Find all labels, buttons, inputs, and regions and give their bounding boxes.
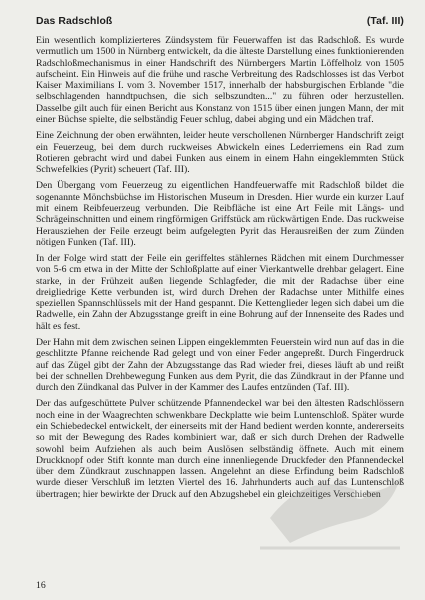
paragraph: Den Übergang vom Feuerzeug zu eigentlichen Handfeuerwaffe mit Radschloß bildet die sogenannte Mönchsbüchse im Historischen Museum in Dresden. Hier wurde ein kurzer Lauf mit einem Reibfeuerzeug verbunden. Die Reibfläche ist eine Art Feile mit Längs- und Schrägeinschnitten und einem ringförmigen Griffstück am rückwärtigen Ende. Das ruckweise Herausziehen der Feile erzeugt beim aufgelegten Pyrit das Herausreißen der zum Zünden nötigen Funken (Taf. III). bbox=[36, 180, 404, 248]
section-header bbox=[36, 16, 404, 27]
page-number: 16 bbox=[36, 580, 46, 591]
paragraph: Der das aufgeschüttete Pulver schützende Pfannendeckel war bei den ältesten Radschlössern noch eine in der Waagrechten schwenkbare Deckplatte wie beim Luntenschloß. Später wurde ein Schiebedeckel entwickelt, der einerseits mit der Hand bedient werden konnte, andererseits so mit der Bewegung des Rades kombiniert war, daß er sich durch Drehen der Radwelle sowohl beim Aufziehen als auch beim Auslösen selbständig öffnete. Auch mit einem Druckknopf oder Stift konnte man durch eine innenliegende Druckfeder den Pfannendeckel über dem Zündkraut zuschnappen lassen. Angelehnt an diese Erfindung beim Radschloß wurde dieser Verschluß im letzten Viertel des 16. Jahrhunderts auch auf das Luntenschloß übertragen; hier bewirkte der Druck auf den Abzugshebel ein gleichzeitiges Verschieben bbox=[36, 398, 404, 500]
paragraph: Ein wesentlich komplizierteres Zündsystem für Feuerwaffen ist das Radschloß. Es wurde vermutlich um 1500 in Nürnberg entwickelt, da die älteste Darstellung eines funktionierenden Radschloßmechanismus in einer Handschrift des Nürnbergers Martin Löffelholz von 1505 aufscheint. Ein Hinweis auf die frühe und rasche Verbreitung des Radschlosses ist das Verbot Kaiser Maximilians I. vom 3. November 1517, innerhalb der habsburgischen Erblande "die selbschlagenden hanndtpuchsen, die sich selbszundten..." zu führen oder herzustellen. Dasselbe gilt auch für einen Bericht aus Konstanz von 1515 über einen jungen Mann, der mit einer Büchse spielte, die selbständig Feuer schlug, dabei abging und ein Mädchen traf. bbox=[36, 35, 404, 125]
body-text bbox=[36, 35, 404, 500]
plate-reference: (Taf. III) bbox=[366, 16, 404, 27]
paragraph: Der Hahn mit dem zwischen seinen Lippen eingeklemmten Feuerstein wird nun auf das in die geschlitzte Pfanne reichende Rad gelegt und von einer Feder angepreßt. Durch Fingerdruck auf das Zügel gibt der Zahn der Abzugsstange das Rad wieder frei, dieses läuft ab und reißt bei der schnellen Drehbewegung Funken aus dem Pyrit, die das Zündkraut in der Pfanne und durch den Zündkanal das Pulver in der Kammer des Laufes entzünden (Taf. III). bbox=[36, 337, 404, 394]
paragraph: In der Folge wird statt der Feile ein geriffeltes stählernes Rädchen mit einem Durchmesser von 5-6 cm etwa in der Mitte der Schloßplatte auf einer Vierkantwelle drehbar gelagert. Eine starke, in der Frühzeit außen liegende Schlagfeder, die mit der Radachse über eine dreigliedrige Kette verbunden ist, wird durch Drehen der Radachse unter Mithilfe eines speziellen Spannschlüssels mit der Hand gespannt. Die Kettenglieder legen sich dabei um die Radwelle, ein Zahn der Abzugsstange greift in eine Bohrung auf der Innenseite des Rades und hält es fest. bbox=[36, 253, 404, 332]
paragraph: Eine Zeichnung der oben erwähnten, leider heute verschollenen Nürnberger Handschrift zeigt ein Feuerzeug, bei dem durch ruckweises Abwickeln eines Lederriemens ein Rad zum Rotieren gebracht wird und dabei Funken aus einem in einem Hahn eingeklemmten Stück Schwefelkies (Pyrit) scheuert (Taf. III). bbox=[36, 130, 404, 176]
section-title: Das Radschloß bbox=[36, 16, 113, 27]
